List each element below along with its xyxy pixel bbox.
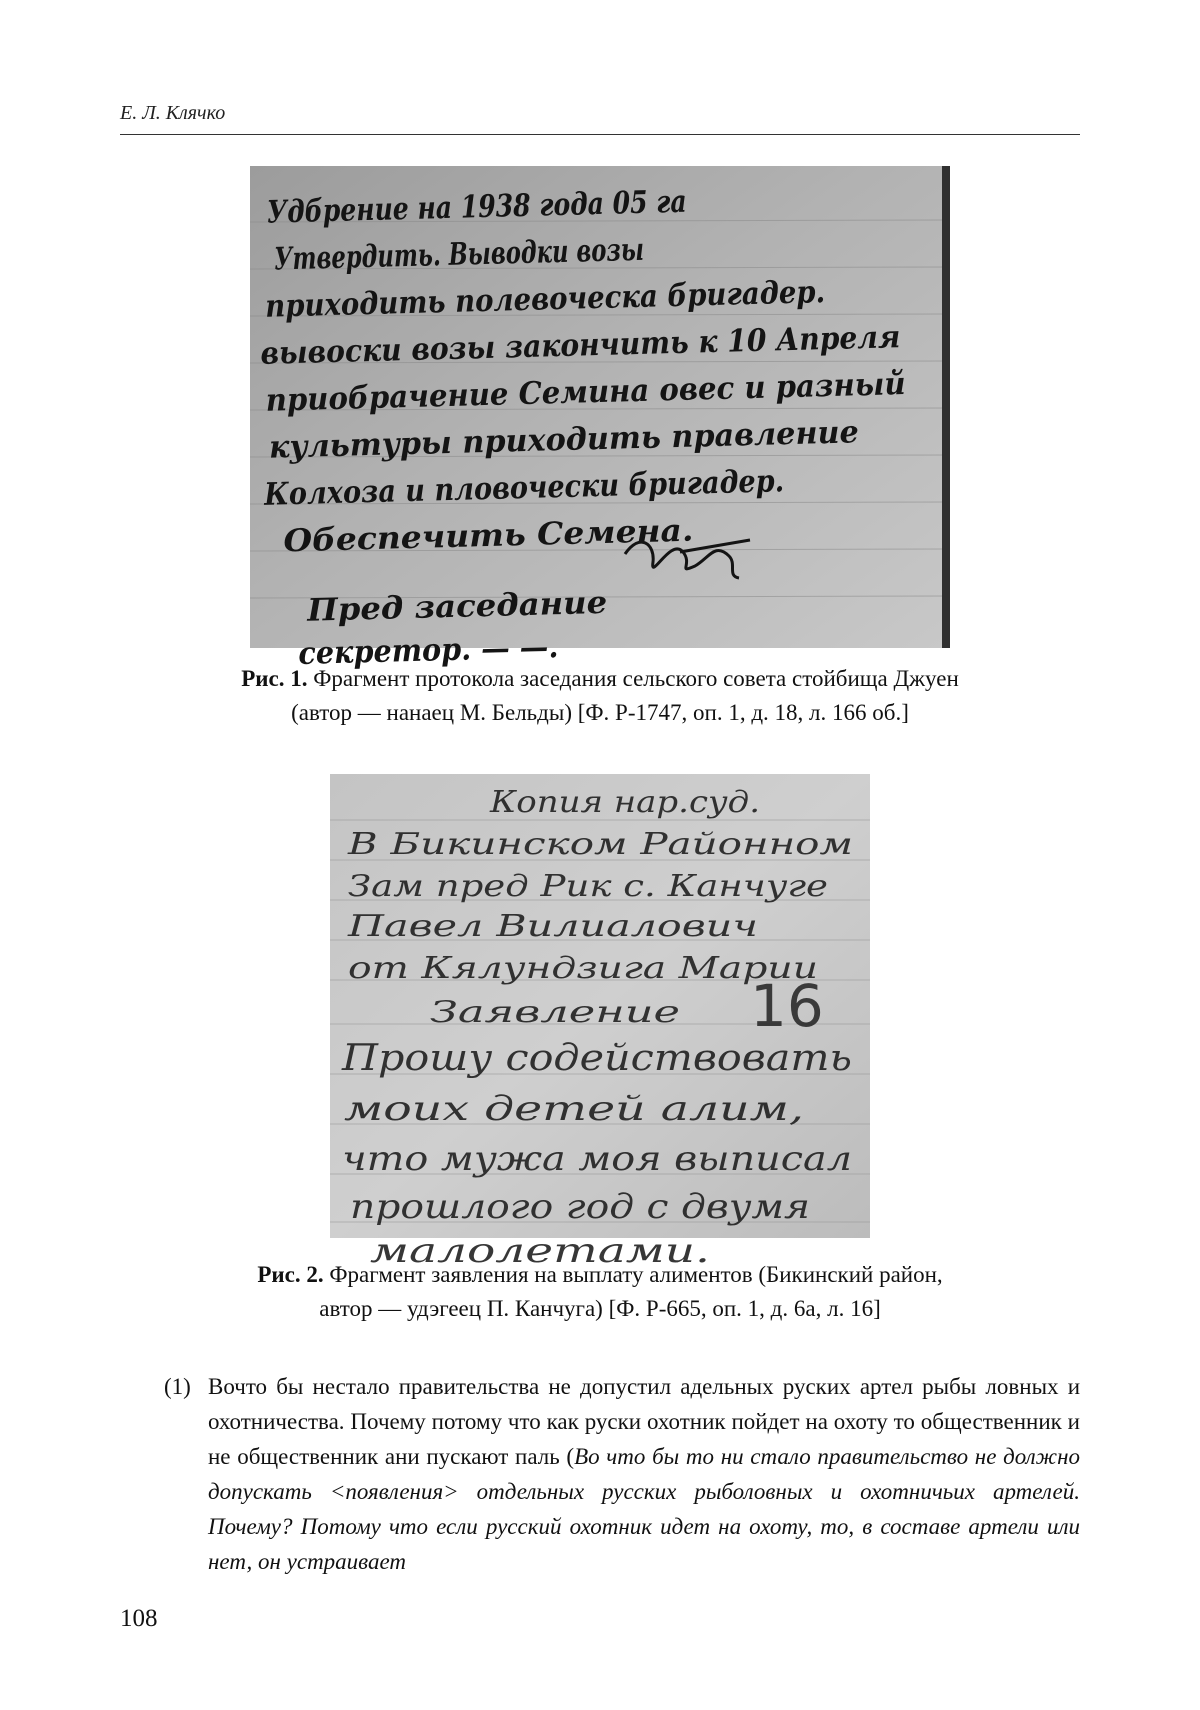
example-1 bbox=[150, 1369, 1080, 1579]
figure-2-handwriting-line: Копия нар.суд. bbox=[488, 785, 760, 820]
figure-2-handwriting-line: что мужа моя выписал bbox=[342, 1139, 852, 1179]
figure-2-handwriting-line: Зам пред Рик с. Канчуге bbox=[348, 869, 828, 904]
figure-1-handwriting-line: секретор. — —. bbox=[297, 628, 581, 672]
figure-2-handwriting-line: Прошу содействовать bbox=[340, 1038, 852, 1079]
figure-1-caption-source: (автор — нанаец М. Бельды) [Ф. Р-1747, оп. 1, д. 18, л. 166 об.] bbox=[291, 700, 909, 725]
figure-1-handwriting-line: Утвердить. Выводки возы bbox=[273, 228, 781, 278]
figure-1-handwriting-line: культуры приходить правление bbox=[268, 413, 874, 466]
figure-1-handwriting-line: Пред заседание bbox=[306, 585, 596, 629]
example-number: (1) bbox=[164, 1374, 191, 1399]
figure-1-caption-label: Рис. 1. bbox=[241, 666, 308, 691]
figure-1-handwriting-line: вывоски возы закончить к 10 Апреля bbox=[260, 317, 966, 372]
figure-1-handwriting-line: приобрачение Семина овес и разный bbox=[265, 364, 947, 419]
figure-2-handwriting-line: моих детей алим, bbox=[344, 1089, 804, 1129]
figure-2-caption-label: Рис. 2. bbox=[257, 1262, 324, 1287]
figure-1-caption-text: Фрагмент протокола заседания сельского совета стойбища Джуен bbox=[313, 666, 959, 691]
figure-2-caption-source: автор — удэгеец П. Канчуга) [Ф. Р-665, оп. 1, д. 6а, л. 16] bbox=[319, 1296, 881, 1321]
figure-1-caption bbox=[120, 662, 1080, 730]
figure-2-handwriting-line: прошлого год с двумя bbox=[350, 1187, 810, 1227]
figure-1-image bbox=[250, 166, 966, 672]
running-header-author: Е. Л. Клячко bbox=[120, 102, 226, 124]
page-number: 108 bbox=[120, 1605, 158, 1632]
example-body bbox=[208, 1369, 1080, 1579]
figure-2-caption bbox=[120, 1258, 1080, 1326]
figure-2-folio-number: 16 bbox=[750, 972, 824, 1040]
figure-2-handwriting-line: Павел Вилиалович bbox=[346, 909, 758, 944]
figure-1-handwriting-line: Удбрение на 1938 года 05 га bbox=[266, 181, 786, 231]
figure-1-handwriting-line: Колхоза и пловочески бригадер. bbox=[263, 461, 860, 513]
figure-2-caption-text: Фрагмент заявления на выплату алиментов (Бикинский район, bbox=[329, 1262, 943, 1287]
example-translation: Во что бы то ни стало правительство не должно допускать <появления> отдельных русских рыболовных и охотничьих артелей. Почему? Потому что если русский охотник идет на охоту, то, в составе артели или нет, он устраивает bbox=[208, 1444, 1080, 1574]
figure-2-handwriting-line: В Бикинском Районном bbox=[346, 827, 853, 862]
figure-1-handwriting-line: Обеспечить Семена. bbox=[282, 513, 670, 560]
figure-2-handwriting-line: малолетами. bbox=[370, 1231, 710, 1271]
example-original-text: Вочто бы нестало правительства не допустил адельных руских артел рыбы ловных и охотничества. Почему потому что как руски охотник пойдет на охоту то общественник и не общественник ани пускают паль ( bbox=[208, 1374, 1080, 1469]
figure-2-handwriting-line: от Кялундзига Марии bbox=[348, 951, 818, 986]
figure-2-image bbox=[330, 774, 870, 1271]
figure-1-handwriting-line: приходить полевоческа бригадер. bbox=[264, 272, 897, 325]
figure-2-handwriting-line: Заявление bbox=[430, 995, 680, 1030]
header-rule bbox=[120, 134, 1080, 135]
